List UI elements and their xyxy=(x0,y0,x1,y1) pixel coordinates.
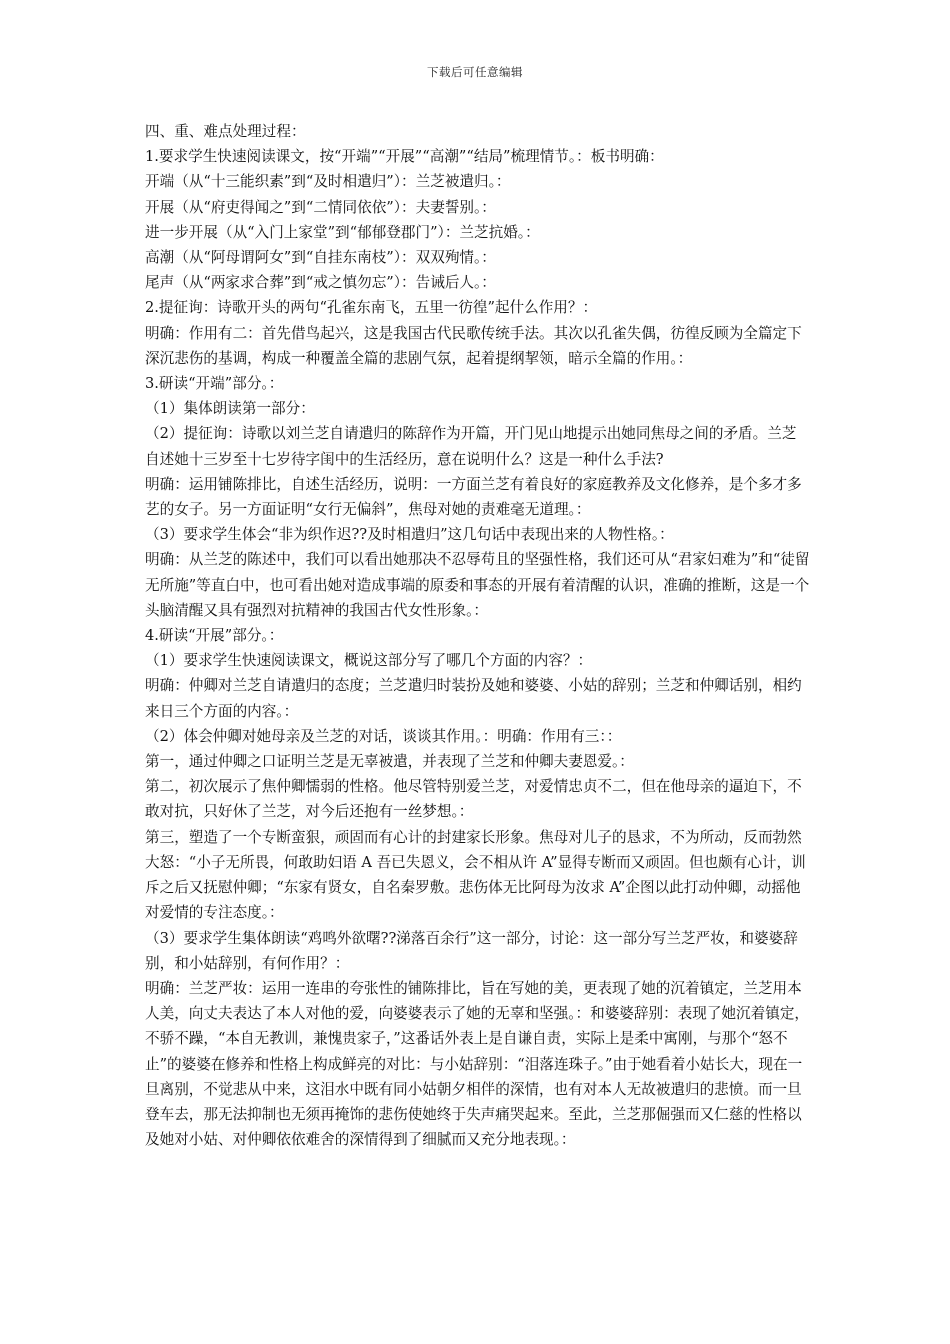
paragraph: 开展（从“府吏得闻之”到“二情同依依”）：夫妻誓别。： xyxy=(145,198,496,216)
paragraph: （1）集体朗读第一部分： xyxy=(145,400,315,418)
paragraph: 明确：兰芝严妆：运用一连串的夸张性的铺陈排比，旨在写她的美，更表现了她的沉着镇定，兰芝用本人美，向丈夫表达了本人对他的爱，向婆婆表示了她的无辜和坚强。：和婆婆辞别：表现了她沉着镇定，不骄不躁，“本自无教训，兼愧贵家子，”这番话外表上是自谦自责，实际上是柔中寓刚，与那个“怒不止”的婆婆在修养和性格上构成鲜亮的对比：与小姑辞别：“泪落连珠子。”由于她看着小姑长大，现在一旦离别，不觉悲从中来，这泪水中既有同小姑朝夕相伴的深情，也有对本人无故被遣归的悲愤。而一旦登车去，那无法抑制也无须再掩饰的悲伤使她终于失声痛哭起来。至此，兰芝那倔强而又仁慈的性格以及她对小姑、对仲卿依依难舍的深情得到了细腻而又充分地表现。： xyxy=(145,979,810,1149)
paragraph: 进一步开展（从“入门上家堂”到“郁郁登郡门”）：兰芝抗婚。： xyxy=(145,223,540,241)
paragraph: 开端（从“十三能织素”到“及时相遣归”）：兰芝被遣归。： xyxy=(145,173,511,191)
paragraph: 第一，通过仲卿之口证明兰芝是无辜被遣，并表现了兰芝和仲卿夫妻恩爱。： xyxy=(145,753,634,771)
paragraph: （2）体会仲卿对她母亲及兰芝的对话，谈谈其作用。：明确：作用有三：： xyxy=(145,727,622,745)
paragraph: 4.研读“开展”部分。： xyxy=(145,627,284,645)
paragraph: （3）要求学生体会“非为织作迟??及时相遣归”这几句话中表现出来的人物性格。： xyxy=(145,526,674,544)
paragraph: 明确：运用铺陈排比，自述生活经历，说明：一方面兰芝有着良好的家庭教养及文化修养，是个多才多艺的女子。另一方面证明“女行无偏斜”，焦母对她的责难毫无道理。： xyxy=(145,475,802,519)
section-heading: 四、重、难点处理过程： xyxy=(145,123,306,140)
paragraph: （2）提征询：诗歌以刘兰芝自请遣归的陈辞作为开篇，开门见山地提示出她同焦母之间的矛盾。兰芝自述她十三岁至十七岁待字闺中的生活经历，意在说明什么？这是一种什么手法? xyxy=(145,425,797,468)
paragraph: 明确：仲卿对兰芝自请遣归的态度；兰芝遣归时装扮及她和婆婆、小姑的辞别；兰芝和仲卿话别，相约来日三个方面的内容。： xyxy=(145,677,802,720)
paragraph: 明确：从兰芝的陈述中，我们可以看出她那决不忍辱苟且的坚强性格，我们还可从“君家妇难为”和“徒留无所施”等直白中，也可看出她对造成事端的原委和事态的开展有着清醒的认识，准确的推断，这是一个头脑清醒又具有强烈对抗精神的我国古代女性形象。： xyxy=(145,551,810,619)
paragraph: 2.提征询：诗歌开头的两句“孔雀东南飞，五里一彷徨”起什么作用？： xyxy=(145,299,598,317)
paragraph: （3）要求学生集体朗读“鸡鸣外欲曙??涕落百余行”这一部分，讨论：这一部分写兰芝严妆，和婆婆辞别，和小姑辞别，有何作用？： xyxy=(145,929,798,972)
paragraph: （1）要求学生快速阅读课文，概说这部分写了哪几个方面的内容？： xyxy=(145,652,593,670)
paragraph: 第三，塑造了一个专断蛮狠，顽固而有心计的封建家长形象。焦母对儿子的恳求，不为所动，反而勃然大怒：“小子无所畏，何敢助妇语 A 吾已失恩义，会不相从许 A”显得专断而又顽固。但也颇有心计，训斥之后又抚慰仲卿；“东家有贤女，自名秦罗敷。悲伤体无比阿母为汝求 A”企图以此打动仲卿，动摇他对爱情的专注态度。： xyxy=(145,828,806,922)
paragraph: 3.研读“开端”部分。： xyxy=(145,375,284,393)
paragraph: 明确：作用有二：首先借鸟起兴，这是我国古代民歌传统手法。其次以孔雀失偶，彷徨反顾为全篇定下深沉悲伤的基调，构成一种覆盖全篇的悲剧气氛，起着提纲挈领，暗示全篇的作用。： xyxy=(145,324,802,367)
page-header: 下载后可任意编辑 xyxy=(427,65,523,79)
paragraph: 第二，初次展示了焦仲卿懦弱的性格。他尽管特别爱兰芝，对爱情忠贞不二，但在他母亲的逼迫下，不敢对抗，只好休了兰芝，对今后还抱有一丝梦想。： xyxy=(145,778,802,821)
paragraph: 高潮（从“阿母谓阿女”到“自挂东南枝”）：双双殉情。： xyxy=(145,249,496,267)
document-body xyxy=(145,119,810,1152)
paragraph: 尾声（从“两家求合葬”到“戒之慎勿忘”）：告诫后人。： xyxy=(145,274,496,292)
paragraph: 1.要求学生快速阅读课文，按“开端”“开展”“高潮”“结局”梳理情节。：板书明确： xyxy=(145,148,664,166)
